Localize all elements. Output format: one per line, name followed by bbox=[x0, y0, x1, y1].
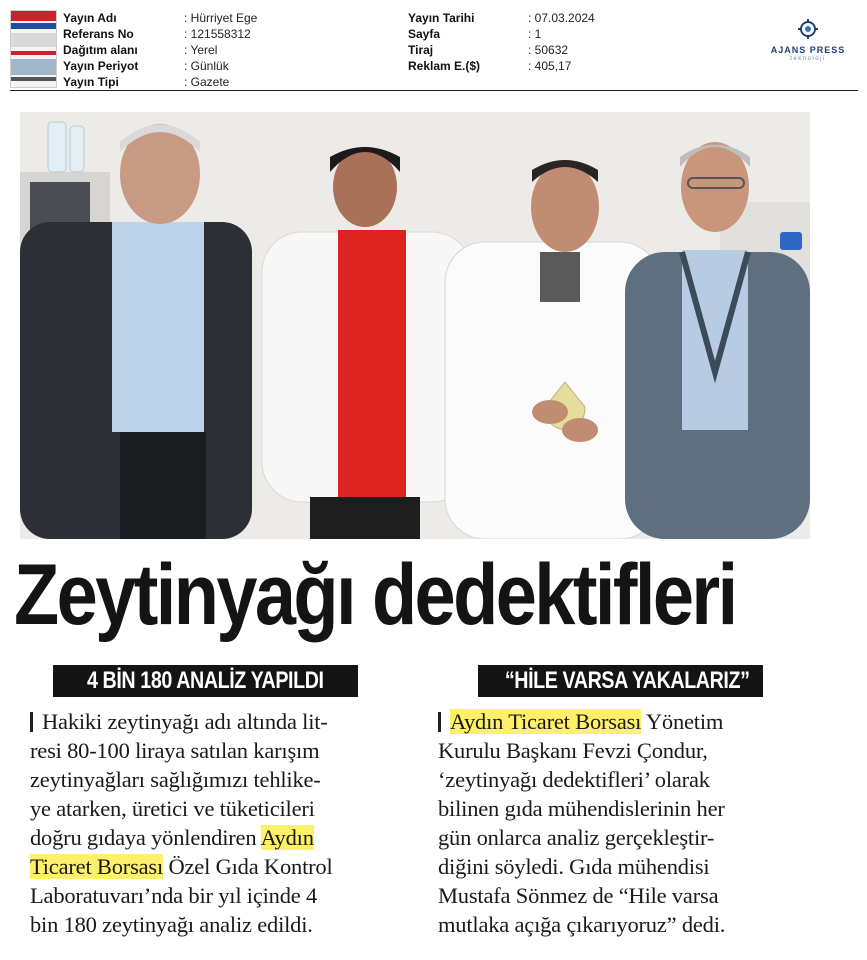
paragraph-marker bbox=[30, 712, 33, 732]
meta-label: Yayın Adı bbox=[63, 11, 117, 25]
text-line: Mustafa Sönmez de “Hile varsa bbox=[438, 883, 719, 908]
meta-row-distribution bbox=[63, 42, 257, 58]
meta-value: : 121558312 bbox=[184, 27, 251, 41]
article-photo bbox=[20, 112, 810, 539]
meta-row-type bbox=[63, 74, 257, 90]
text-line: bin 180 zeytinyağı analiz edildi. bbox=[30, 912, 313, 937]
meta-label: Yayın Tipi bbox=[63, 75, 119, 89]
text-line: Laboratuvarı’nda bir yıl içinde 4 bbox=[30, 883, 318, 908]
text-line: Kurulu Başkanı Fevzi Çondur, bbox=[438, 738, 708, 763]
logo-subtitle: teknoloji bbox=[790, 56, 826, 62]
meta-label: Tiraj bbox=[408, 43, 434, 57]
right-section-tag bbox=[478, 665, 763, 697]
highlighted-text: Aydın bbox=[260, 825, 314, 850]
meta-value: : Gazete bbox=[184, 75, 230, 89]
text-segment: Yönetim bbox=[641, 709, 724, 734]
text-line: gün onlarca analiz gerçekleştir- bbox=[438, 825, 715, 850]
left-section-tag bbox=[53, 665, 358, 697]
header-divider bbox=[10, 90, 858, 91]
meta-label: Reklam E.($) bbox=[408, 59, 481, 73]
meta-label: Yayın Periyot bbox=[63, 59, 139, 73]
lab-group-photo-illustration bbox=[20, 112, 810, 539]
paragraph-marker bbox=[438, 712, 441, 732]
ajans-press-logo-icon bbox=[797, 18, 819, 40]
text-line: ye atarken, üretici ve tüketicileri bbox=[30, 796, 315, 821]
right-section-tag-label: “HİLE VARSA YAKALARIZ” bbox=[504, 667, 750, 694]
meta-label: Dağıtım alanı bbox=[63, 43, 138, 57]
meta-row-date bbox=[408, 10, 595, 26]
text-segment: doğru gıdaya yönlendiren bbox=[30, 825, 261, 850]
text-line bbox=[438, 707, 828, 736]
ajans-press-logo bbox=[758, 18, 858, 62]
meta-label: Yayın Tarihi bbox=[408, 11, 475, 25]
left-section-tag-label: 4 BİN 180 ANALİZ YAPILDI bbox=[87, 667, 324, 694]
publication-meta-right bbox=[408, 10, 595, 74]
highlighted-text: Ticaret Borsası bbox=[30, 854, 164, 879]
text-line bbox=[30, 707, 400, 736]
text-segment: Özel Gıda Kontrol bbox=[163, 854, 333, 879]
publication-thumbnail bbox=[10, 10, 57, 88]
text-line: diğini söyledi. Gıda mühendisi bbox=[438, 854, 710, 879]
meta-value: : 1 bbox=[528, 27, 542, 41]
text-line: bilinen gıda mühendislerinin her bbox=[438, 796, 725, 821]
meta-row-circulation bbox=[408, 42, 595, 58]
right-column-text bbox=[438, 707, 828, 939]
article-headline: Zeytinyağı dedektifleri bbox=[14, 547, 736, 643]
text-line bbox=[30, 823, 400, 852]
text-line bbox=[30, 852, 400, 881]
highlighted-text: Aydın Ticaret Borsası bbox=[450, 709, 642, 734]
meta-value: : 50632 bbox=[528, 43, 569, 57]
meta-label: Referans No bbox=[63, 27, 134, 41]
meta-label: Sayfa bbox=[408, 27, 441, 41]
meta-value: : Hürriyet Ege bbox=[184, 11, 258, 25]
meta-value: : 07.03.2024 bbox=[528, 11, 595, 25]
left-column-text bbox=[30, 707, 400, 939]
meta-value: : Günlük bbox=[184, 59, 229, 73]
publication-meta-left bbox=[63, 10, 257, 90]
meta-row-publication-name bbox=[63, 10, 257, 26]
meta-row-ad-value bbox=[408, 58, 595, 74]
text-line: mutlaka açığa çıkarıyoruz” dedi. bbox=[438, 912, 726, 937]
text-line: resi 80-100 liraya satılan karışım bbox=[30, 738, 320, 763]
meta-row-period bbox=[63, 58, 257, 74]
meta-value: : 405,17 bbox=[528, 59, 572, 73]
meta-row-page bbox=[408, 26, 595, 42]
text-segment: Hakiki zeytinyağı adı altında lit- bbox=[42, 709, 328, 734]
meta-value: : Yerel bbox=[184, 43, 218, 57]
meta-row-reference bbox=[63, 26, 257, 42]
text-line: zeytinyağları sağlığımızı tehlike- bbox=[30, 767, 321, 792]
text-line: ‘zeytinyağı dedektifleri’ olarak bbox=[438, 767, 710, 792]
logo-name: AJANS PRESS bbox=[770, 45, 846, 55]
